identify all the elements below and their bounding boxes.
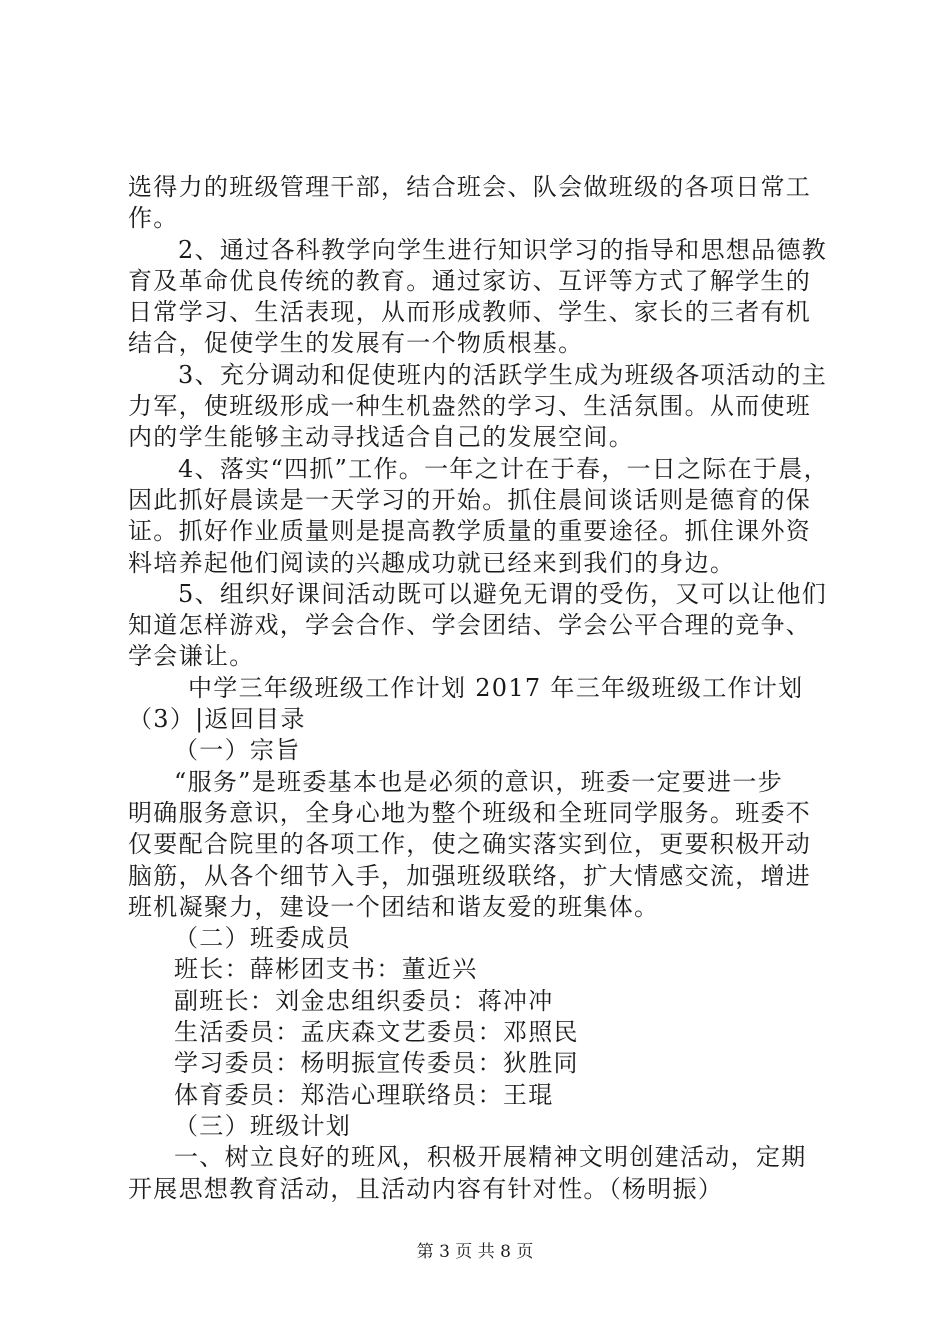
text-line: 开展思想教育活动，且活动内容有针对性。（杨明振） [128,1174,724,1203]
text-line: 脑筋，从各个细节入手，加强班级联络，扩大情感交流，增进 [128,861,812,890]
text-line: （二）班委成员 [174,924,352,953]
document-body [128,172,833,1205]
text-line: 作。 [128,204,179,233]
text-line: 选得力的班级管理干部，结合班会、队会做班级的各项日常工 [128,173,812,201]
text-line: 学习委员：杨明振宣传委员：狄胜同 [174,1049,579,1078]
text-line: 育及革命优良传统的教育。通过家访、互评等方式了解学生的 [128,266,812,295]
text-line: （三）班级计划 [174,1111,352,1140]
text-line: （一）宗旨 [174,736,301,765]
text-line: 料培养起他们阅读的兴趣成功就已经来到我们的身边。 [128,548,736,577]
text-line: 结合，促使学生的发展有一个物质根基。 [128,329,584,358]
text-line: 力军，使班级形成一种生机盎然的学习、生活氛围。从而使班 [128,392,812,421]
text-line: 3、充分调动和促使班内的活跃学生成为班级各项活动的主 [178,360,828,389]
text-line: 体育委员：郑浩心理联络员：王琨 [174,1080,554,1109]
text-line: “服务”是班委基本也是必须的意识，班委一定要进一步 [174,767,784,796]
text-line: 中学三年级班级工作计划 2017 年三年级班级工作计划 [188,673,804,702]
text-line: 生活委员：孟庆森文艺委员：邓照民 [174,1018,579,1047]
text-line: 班长：薛彬团支书：董近兴 [174,955,478,984]
text-line: 5、组织好课间活动既可以避免无谓的受伤，又可以让他们 [178,579,828,608]
text-line: 日常学习、生活表现，从而形成教师、学生、家长的三者有机 [128,298,812,327]
text-line: （3）|返回目录 [128,705,306,734]
text-line: 证。抓好作业质量则是提高教学质量的重要途径。抓住课外资 [128,517,812,546]
text-line: 一、树立良好的班风，积极开展精神文明创建活动，定期 [174,1143,807,1172]
text-line: 2、通过各科教学向学生进行知识学习的指导和思想品德教 [178,235,828,264]
text-line: 仅要配合院里的各项工作，使之确实落实到位，更要积极开动 [128,830,812,859]
text-line: 班机凝聚力，建设一个团结和谐友爱的班集体。 [128,892,660,921]
text-line: 明确服务意识，全身心地为整个班级和全班同学服务。班委不 [128,798,812,827]
text-line: 学会谦让。 [128,642,255,671]
text-line: 因此抓好晨读是一天学习的开始。抓住晨间谈话则是德育的保 [128,485,812,514]
page-footer: 第 3 页 共 8 页 [416,1242,534,1262]
text-line: 知道怎样游戏，学会合作、学会团结、学会公平合理的竞争、 [128,611,812,640]
text-line: 4、落实“四抓”工作。一年之计在于春，一日之际在于晨， [178,454,829,483]
text-line: 内的学生能够主动寻找适合自己的发展空间。 [128,423,634,452]
text-line: 副班长：刘金忠组织委员：蒋冲冲 [174,986,554,1015]
